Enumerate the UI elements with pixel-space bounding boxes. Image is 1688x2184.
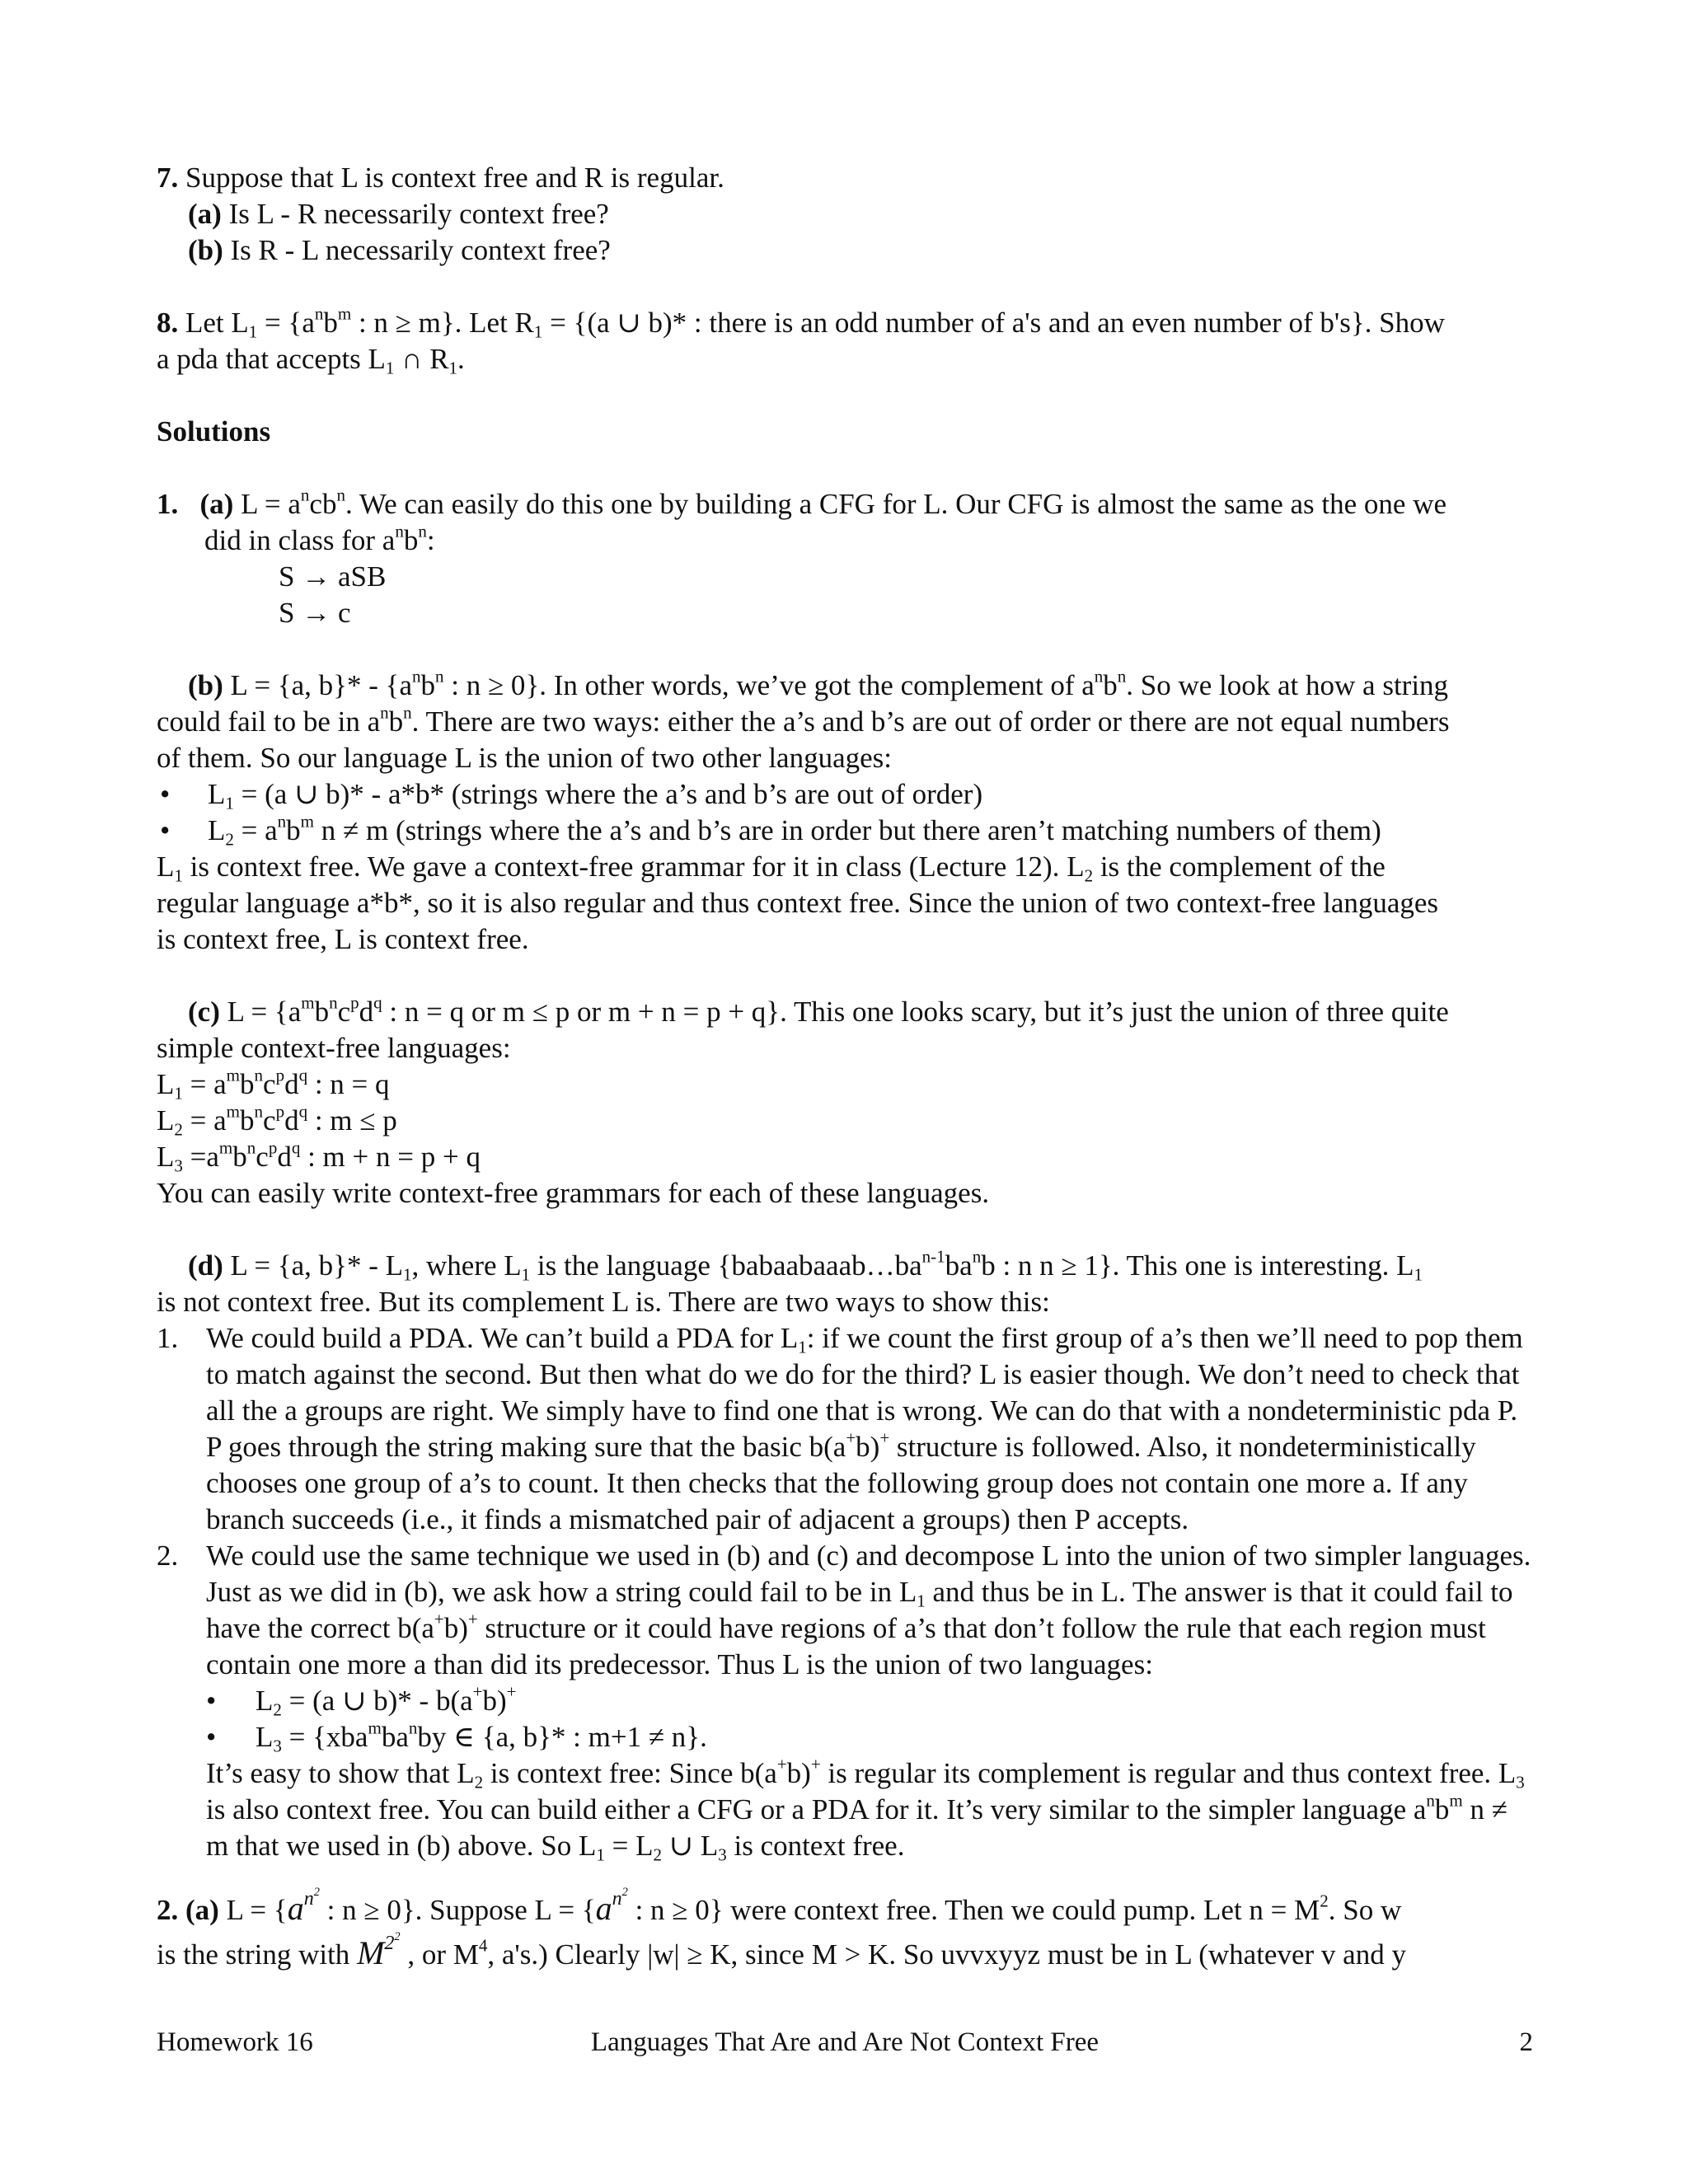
- solution-1c: (c) $L = \{a^mb^nc^pd^q$ : n = q or m ≤ p or m + n = p + q}. This one looks scary, but it’s just the union of three quite: [188, 992, 1449, 1028]
- problem-8: 8. Let $L_1 = \{a^nb^m$ : n ≥ m}. Let $R_1 = \{(a$ ∪ b)* : there is an odd number of a's and an even number of b's}. Show: [157, 303, 1445, 342]
- grammar-rule-2: S → c: [279, 597, 351, 629]
- problem-7: 7. Suppose that L is context free and R is regular.: [157, 162, 724, 194]
- grammar-rule-1: S → aSB: [279, 560, 387, 593]
- solution-1a-cont: did in class for $a^nb^n$:: [204, 521, 435, 556]
- list-item: 1. We could build a PDA. We can’t build a PDA for $L_1$: if we count the first group of a’s then we’ll need to pop them to match against the second. But then what do we do for the third? L is easier though. We don’t need to check that all the a groups are right. We simply have to find one that is wrong. We can do that with a nondeterministic pda P. P goes through the string making sure that the basic b(a+b)+ structure is followed. Also, it nondeterministically chooses one group of a’s to count. It then checks that the following group does not contain one more a. If any branch succeeds (i.e., it finds a mismatched pair of adjacent a groups) then P accepts.: [157, 1322, 1523, 1535]
- problem-8-cont: a pda that accepts $L_1$ ∩ $R_1$.: [157, 343, 465, 378]
- list-item: 2. We could use the same technique we used in (b) and (c) and decompose L into the union of two simpler languages. Just as we did in (b), we ask how a string could fail to be in $L_1$ and thus be in L. The answer is that it could fail to have the correct b(a+b)+ structure or it could have regions of a’s that don’t follow the rule that each region must contain one more a than did its predecessor. Thus L is the union of two languages:: [157, 1540, 1531, 1680]
- bullet-item: • $L_2 = a^nb^m$ n ≠ m (strings where the a’s and b’s are in order but there aren’t matching numbers of them): [160, 811, 1381, 850]
- bullet-item: • $L_1 = (a$ ∪ b)* - a*b* (strings where the a’s and b’s are out of order): [160, 778, 983, 813]
- bullet-item: • $L_3 = \{xba^mba^nby$ ∈ {a, b}* : m+1 ≠ n}.: [206, 1718, 707, 1756]
- problem-7a: (a) Is L - R necessarily context free?: [188, 198, 609, 230]
- solutions-heading: Solutions: [157, 415, 271, 448]
- page-number: 2: [1519, 2027, 1533, 2057]
- solution-1d: (d) L = {a, $b\}* - L_1$, where $L_1$ is the language {$babaabaaab\dots ba^{n-1}ba^nb$ : n n ≥ 1}. This one is interesting. $L_1$: [188, 1246, 1423, 1285]
- footer-left: Homework 16: [157, 2027, 313, 2057]
- bullet-item: • $L_2 = (a$ ∪ b)* - b(a+b)+: [206, 1681, 517, 1720]
- solution-1b: (b) L = {a, $b\}* - \{a^nb^n$ : n ≥ 0}. In other words, we’ve got the complement of $a^nb^n$. So we look at how a string: [188, 666, 1449, 701]
- document-body: 7. Suppose that L is context free and R is regular. (a) Is L - R necessarily context free? (b) Is R - L necessarily context free? 8. Let $L_1 = \{a^nb^m$ : n ≥ m}. Let $R_1 = \{(a$ ∪ b)* : there is an odd number of a's and an even number of b's}. Show a pda that accepts $L_1$ ∩ $R_1$. Solutions 1. (a) $L = a^ncb^n$. We can easily do this one by building a CFG for L. Our CFG is almost the same as the one we did in class for $a^nb^n$: S → aSB S → c (b) L = {a, $b\}* - \{a^nb^n$ : n ≥ 0}. In other words, we’ve got the complement of $a^nb^n$. So we look at how a string could fail to be in $a^nb^n$. There are two ways: either the a’s and b’s are out of order or there are not equal numbers of them. So our language L is the union of two other languages: • $L_1 = (a$ ∪ b)* - a*b* (strings where the a’s and b’s are out of order) • $L_2 = a^nb^m$ n ≠ m (strings where the a’s and b’s are in order but there aren’t matching numbers of them) $L_1$ is context free. We gave a context-free grammar for it in class (Lecture 12). $L_2$ is the complement of the regular language a*b*, so it is also regular and thus context free. Since the union of two context-free languages is context free, L is context free. (c) $L = \{a^mb^nc^pd^q$ : n = q or m ≤ p or m + n = p + q}. This one looks scary, but it’s just the union of three quite simple context-free languages: $L_1 = a^mb^nc^pd^q$ : n = q $L_2 = a^mb^nc^pd^q$ : m ≤ p $L_3 =a^mb^nc^pd^q$ : m + n = p + q You can easily write context-free grammars for each of these languages. (d) L = {a, $b\}* - L_1$, where $L_1$ is the language {$babaabaaab\dots ba^{n-1}ba^nb$ : n n ≥ 1}. This one is interesting. $L_1$ is not context free. But its complement L is. There are two ways to show this: 1. We could build a PDA. We can’t build a PDA for $L_1$: if we count the first group of a’s then we’ll need to pop them to match against the second. But then what do we do for the third? L is easier though. We don’t need to check that all the a groups are right. We simply have to find one that is wrong. We can do that with a nondeterministic pda P. P goes through the string making sure that the basic b(a+b)+ structure is followed. Also, it nondeterministically chooses one group of a’s to count. It then checks that the following group does not contain one more a. If any branch succeeds (i.e., it finds a mismatched pair of adjacent a groups) then P accepts. 2. We could use the same technique we used in (b) and (c) and decompose L into the union of two simpler languages. Just as we did in (b), we ask how a string could fail to be in $L_1$ and thus be in L. The answer is that it could fail to have the correct b(a+b)+ structure or it could have regions of a’s that don’t follow the rule that each region must contain one more a than did its predecessor. Thus L is the union of two languages: • $L_2 = (a$ ∪ b)* - b(a+b)+ • $L_3 = \{xba^mba^nby$ ∈ {a, b}* : m+1 ≠ n}. It’s easy to show that $L_2$ is context free: Since b(a+b)+ is regular its complement is regular and thus context free. $L_3$ is also context free. You can build either a CFG or a PDA for it. It’s very similar to the simpler language $a^nb^m$ n ≠ m that we used in (b) above. So $L_1 = L_2$ ∪ $L_3$ is context free. 2. (a) $L = \{a^{n^2}$ : n ≥ 0}. Suppose $L = \{a^{n^2}$ : n ≥ 0} were context free. Then we could pump. Let $n = M^2$. So w is the string with $M^{2^2}$ , or $M^4$, a's.) Clearly |w| ≥ K, since M > K. So uvvxyyz must be in L (whatever v and y: [157, 160, 1533, 1976]
- problem-7b: (b) Is R - L necessarily context free?: [188, 234, 611, 266]
- solution-1a: 1. (a) $L = a^ncb^n$. We can easily do this one by building a CFG for L. Our CFG is almost the same as the one we: [157, 485, 1447, 520]
- footer-center: Languages That Are and Are Not Context Free: [590, 2027, 1100, 2057]
- solution-2a: 2. (a) $L = \{a^{n^2}$ : n ≥ 0}. Suppose $L = \{a^{n^2}$ : n ≥ 0} were context free. Then we could pump. Let $n = M^2$. So w: [157, 1886, 1402, 1927]
